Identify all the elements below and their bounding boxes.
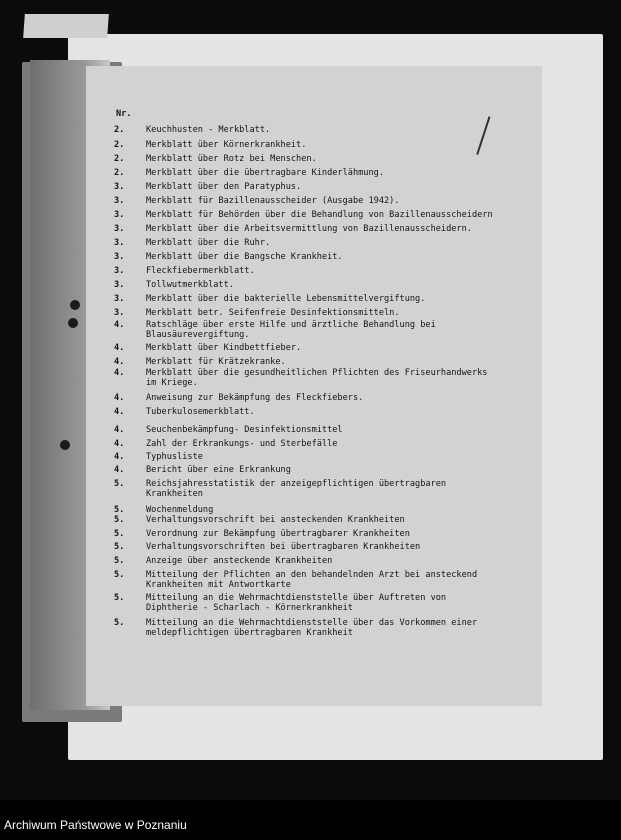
item-number: 4. xyxy=(114,407,125,417)
item-number: 4. xyxy=(114,368,125,378)
item-text: Verhaltungsvorschrift bei ansteckenden Krankheiten xyxy=(146,515,405,525)
item-text: Merkblatt über den Paratyphus. xyxy=(146,182,302,192)
item-text: Tuberkulosemerkblatt. xyxy=(146,407,255,417)
item-text-continued: Krankheiten mit Antwortkarte xyxy=(146,580,291,590)
item-text: Merkblatt über Rotz bei Menschen. xyxy=(146,154,317,164)
item-text: Typhusliste xyxy=(146,452,203,462)
item-text: Ratschläge über erste Hilfe und ärztliche Behandlung bei xyxy=(146,320,436,330)
item-number: 4. xyxy=(114,465,125,475)
punch-hole xyxy=(70,300,80,310)
item-number: 4. xyxy=(114,320,125,330)
item-text: Merkblatt über die gesundheitlichen Pflichten des Friseurhandwerks xyxy=(146,368,488,378)
item-number: 3. xyxy=(114,266,125,276)
item-number: 5. xyxy=(114,570,125,580)
punch-hole xyxy=(68,318,78,328)
item-text: Anzeige über ansteckende Krankheiten xyxy=(146,556,333,566)
item-number: 4. xyxy=(114,343,125,353)
item-number: 5. xyxy=(114,505,125,515)
column-heading: Nr. xyxy=(116,109,132,119)
item-number: 2. xyxy=(114,154,125,164)
item-text: Anweisung zur Bekämpfung des Fleckfiebers. xyxy=(146,393,364,403)
item-text: Merkblatt für Bazillenausscheider (Ausgabe 1942). xyxy=(146,196,400,206)
item-text: Merkblatt für Krätzekranke. xyxy=(146,357,286,367)
item-number: 5. xyxy=(114,515,125,525)
item-number: 3. xyxy=(114,252,125,262)
item-number: 3. xyxy=(114,196,125,206)
item-text: Mitteilung an die Wehrmachtdienststelle über das Vorkommen einer xyxy=(146,618,478,628)
item-number: 5. xyxy=(114,542,125,552)
item-text: Merkblatt über die Bangsche Krankheit. xyxy=(146,252,343,262)
item-number: 5. xyxy=(114,529,125,539)
item-text: Merkblatt über Körnerkrankheit. xyxy=(146,140,307,150)
item-number: 2. xyxy=(114,125,125,135)
item-text: Mitteilung an die Wehrmachtdienststelle über Auftreten von xyxy=(146,593,447,603)
item-number: 4. xyxy=(114,425,125,435)
item-text-continued: im Kriege. xyxy=(146,378,198,388)
item-number: 4. xyxy=(114,439,125,449)
item-text: Mitteilung der Pflichten an den behandelnden Arzt bei ansteckend xyxy=(146,570,478,580)
item-text: Keuchhusten - Merkblatt. xyxy=(146,125,271,135)
item-text: Merkblatt für Behörden über die Behandlung von Bazillenausscheidern xyxy=(146,210,493,220)
item-number: 4. xyxy=(114,393,125,403)
item-text: Verhaltungsvorschriften bei übertragbaren Krankheiten xyxy=(146,542,421,552)
item-text: Bericht über eine Erkrankung xyxy=(146,465,291,475)
item-number: 4. xyxy=(114,357,125,367)
item-number: 3. xyxy=(114,224,125,234)
item-number: 5. xyxy=(114,479,125,489)
item-number: 2. xyxy=(114,140,125,150)
item-text: Merkblatt betr. Seifenfreie Desinfektionsmitteln. xyxy=(146,308,400,318)
footer-bar xyxy=(0,800,621,840)
item-number: 3. xyxy=(114,210,125,220)
item-text: Verordnung zur Bekämpfung übertragbarer Krankheiten xyxy=(146,529,410,539)
item-number: 2. xyxy=(114,168,125,178)
item-text: Seuchenbekämpfung- Desinfektionsmittel xyxy=(146,425,343,435)
item-text-continued: Diphtherie - Scharlach - Körnerkrankheit xyxy=(146,603,353,613)
item-text: Tollwutmerkblatt. xyxy=(146,280,234,290)
folder-flap xyxy=(23,14,109,38)
item-text: Merkblatt über Kindbettfieber. xyxy=(146,343,302,353)
item-number: 3. xyxy=(114,280,125,290)
item-text-continued: Krankheiten xyxy=(146,489,203,499)
item-number: 3. xyxy=(114,308,125,318)
item-text: Wochenmeldung xyxy=(146,505,214,515)
item-text: Merkblatt über die Ruhr. xyxy=(146,238,271,248)
item-text: Merkblatt über die übertragbare Kinderlähmung. xyxy=(146,168,384,178)
item-number: 3. xyxy=(114,294,125,304)
item-number: 5. xyxy=(114,618,125,628)
item-number: 3. xyxy=(114,238,125,248)
archive-caption: Archiwum Państwowe w Poznaniu xyxy=(4,818,187,832)
item-text-continued: Blausäurevergiftung. xyxy=(146,330,250,340)
item-number: 4. xyxy=(114,452,125,462)
item-text: Fleckfiebermerkblatt. xyxy=(146,266,255,276)
item-text: Zahl der Erkrankungs- und Sterbefälle xyxy=(146,439,338,449)
item-text: Reichsjahresstatistik der anzeigepflichtigen übertragbaren xyxy=(146,479,447,489)
punch-hole xyxy=(60,440,70,450)
item-number: 5. xyxy=(114,556,125,566)
item-text: Merkblatt über die bakterielle Lebensmittelvergiftung. xyxy=(146,294,426,304)
item-text-continued: meldepflichtigen übertragbaren Krankheit xyxy=(146,628,353,638)
item-number: 3. xyxy=(114,182,125,192)
item-number: 5. xyxy=(114,593,125,603)
item-text: Merkblatt über die Arbeitsvermittlung von Bazillenausscheidern. xyxy=(146,224,472,234)
